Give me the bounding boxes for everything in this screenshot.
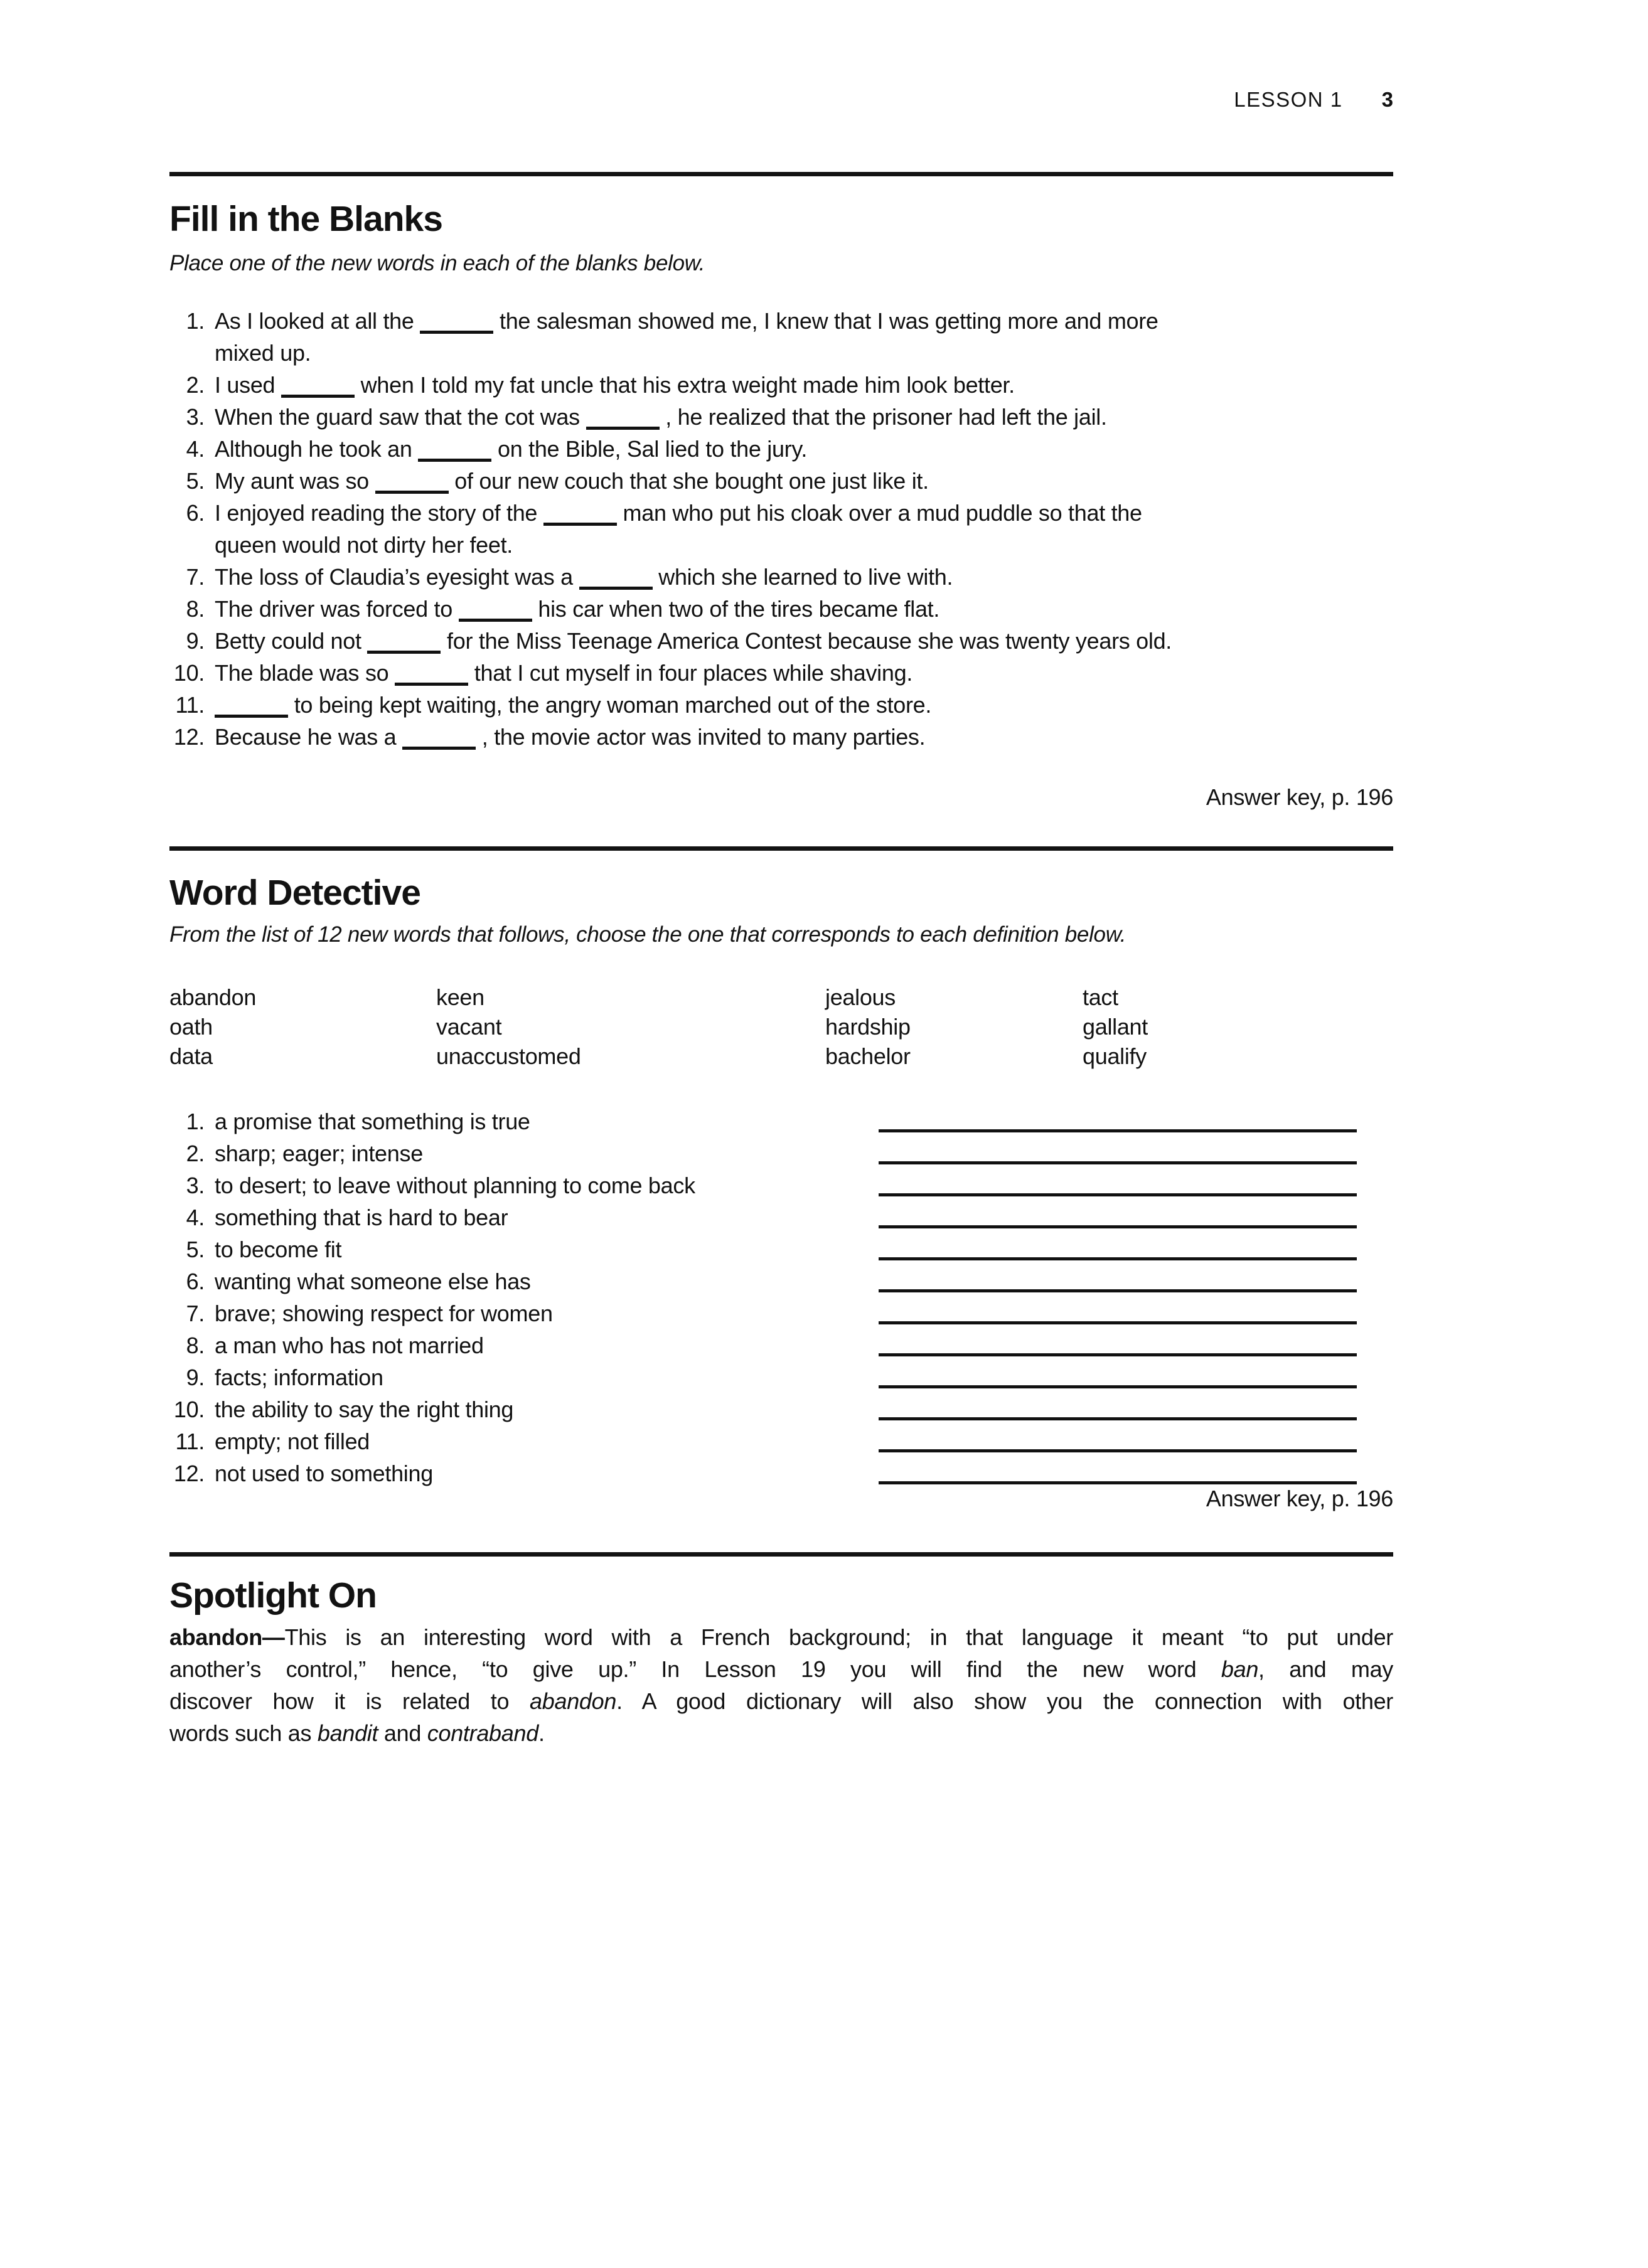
word-item: tact — [1083, 984, 1118, 1010]
spotlight-paragraph — [169, 1621, 1393, 1749]
text-segment: When the guard saw that the cot was — [215, 404, 586, 430]
text-segment: for the Miss Teenage America Contest because she was twenty years old. — [441, 628, 1172, 654]
definition-row — [169, 1297, 1393, 1329]
answer-line — [879, 1321, 1357, 1324]
lesson-label: LESSON 1 — [1234, 88, 1343, 111]
text-segment: ban — [1221, 1656, 1259, 1682]
item-number: 11. — [175, 692, 205, 718]
item-text — [215, 465, 1393, 497]
item-line — [215, 529, 1393, 561]
definition-text: to become fit — [215, 1237, 342, 1262]
text-segment: . — [538, 1720, 545, 1746]
definition-row — [169, 1425, 1393, 1457]
fill-blanks-answer-key: Answer key, p. 196 — [1206, 784, 1393, 810]
item-number: 3. — [186, 404, 205, 430]
text-segment: The blade was so — [215, 660, 395, 686]
answer-line — [879, 1257, 1357, 1260]
item-text — [215, 369, 1393, 401]
blank-line — [418, 452, 491, 462]
item-line — [215, 337, 1393, 369]
word-item: vacant — [436, 1014, 502, 1040]
word-item: oath — [169, 1014, 213, 1040]
text-segment: of our new couch that she bought one just like it. — [448, 468, 929, 494]
text-segment: As I looked at all the — [215, 308, 420, 334]
item-line — [215, 593, 1393, 625]
answer-line — [879, 1289, 1357, 1292]
definition-text: not used to something — [215, 1461, 433, 1486]
definition-text: brave; showing respect for women — [215, 1301, 553, 1326]
fill-item — [169, 497, 1393, 561]
answer-line — [879, 1225, 1357, 1228]
item-text — [215, 593, 1393, 625]
definition-row — [169, 1105, 1393, 1137]
blank-line — [579, 580, 653, 590]
text-segment: words such as — [169, 1720, 318, 1746]
blank-line — [543, 516, 617, 526]
item-number: 3. — [186, 1173, 205, 1198]
item-text — [215, 305, 1393, 369]
fill-item — [169, 401, 1393, 433]
definition-text: sharp; eager; intense — [215, 1141, 423, 1166]
text-segment: Although he took an — [215, 436, 419, 462]
blank-line — [402, 740, 476, 750]
fill-blanks-list — [169, 305, 1393, 753]
definition-row — [169, 1233, 1393, 1265]
item-text — [215, 433, 1393, 465]
fill-item — [169, 465, 1393, 497]
definition-text: to desert; to leave without planning to come back — [215, 1173, 695, 1198]
definition-text: something that is hard to bear — [215, 1205, 508, 1230]
fill-item — [169, 625, 1393, 657]
item-line — [215, 721, 1393, 753]
fill-blanks-instruction: Place one of the new words in each of the blanks below. — [169, 251, 705, 275]
item-number: 12. — [173, 724, 205, 750]
text-segment: the salesman showed me, I knew that I was getting more and more — [493, 308, 1158, 334]
text-segment: , the movie actor was invited to many parties. — [476, 724, 926, 750]
fill-blanks-title: Fill in the Blanks — [169, 199, 442, 239]
text-segment: another’s control,” hence, “to give up.” In Lesson 19 you will find the new word — [169, 1656, 1221, 1682]
answer-line — [879, 1449, 1357, 1452]
definition-row — [169, 1361, 1393, 1393]
definition-text: wanting what someone else has — [215, 1269, 531, 1294]
text-segment: abandon — [530, 1688, 617, 1714]
item-number: 4. — [186, 436, 205, 462]
item-number: 10. — [173, 1397, 205, 1422]
text-segment: contraband — [427, 1720, 538, 1746]
text-segment: queen would not dirty her feet. — [215, 532, 513, 558]
word-item: gallant — [1083, 1014, 1148, 1040]
text-segment: bandit — [317, 1720, 378, 1746]
word-item: data — [169, 1043, 213, 1069]
text-segment: discover how it is related to — [169, 1688, 530, 1714]
definition-row — [169, 1393, 1393, 1425]
item-text — [215, 625, 1393, 657]
definition-text: a man who has not married — [215, 1333, 484, 1358]
fill-item — [169, 561, 1393, 593]
blank-line — [586, 420, 660, 430]
item-number: 7. — [186, 1301, 205, 1326]
item-number: 9. — [186, 628, 205, 654]
item-number: 1. — [186, 308, 205, 334]
text-segment: that I cut myself in four places while shaving. — [468, 660, 913, 686]
paragraph-line — [169, 1685, 1393, 1717]
item-number: 1. — [186, 1109, 205, 1134]
item-number: 8. — [186, 1333, 205, 1358]
text-segment: The loss of Claudia’s eyesight was a — [215, 564, 579, 590]
text-segment: mixed up. — [215, 340, 311, 366]
fill-item — [169, 721, 1393, 753]
word-item: jealous — [825, 984, 896, 1010]
text-segment: , and may — [1258, 1656, 1393, 1682]
text-segment: This is an interesting word with a French background; in that language it meant “to put under — [284, 1624, 1393, 1650]
item-number: 10. — [173, 660, 205, 686]
item-number: 5. — [186, 468, 205, 494]
paragraph-line — [169, 1717, 1393, 1749]
text-segment: man who put his cloak over a mud puddle so that the — [616, 500, 1142, 526]
text-segment: and — [378, 1720, 427, 1746]
answer-line — [879, 1161, 1357, 1164]
fill-item — [169, 593, 1393, 625]
item-line — [215, 657, 1393, 689]
text-segment: his car when two of the tires became flat. — [532, 596, 940, 622]
answer-line — [879, 1353, 1357, 1356]
word-item: unaccustomed — [436, 1043, 581, 1069]
blank-line — [367, 644, 441, 654]
text-segment: My aunt was so — [215, 468, 375, 494]
word-list — [169, 982, 1393, 1071]
word-detective-answer-key: Answer key, p. 196 — [1206, 1486, 1393, 1511]
word-detective-title: Word Detective — [169, 873, 420, 913]
word-item: keen — [436, 984, 484, 1010]
item-line — [215, 305, 1393, 337]
item-number: 11. — [175, 1429, 205, 1454]
paragraph-line — [169, 1621, 1393, 1653]
fill-item — [169, 305, 1393, 369]
item-line — [215, 369, 1393, 401]
definition-row — [169, 1329, 1393, 1361]
definition-text: empty; not filled — [215, 1429, 370, 1454]
text-segment: The driver was forced to — [215, 596, 459, 622]
text-segment: . A good dictionary will also show you the connection with other — [616, 1688, 1393, 1714]
answer-line — [879, 1129, 1357, 1132]
text-segment: abandon— — [169, 1624, 285, 1650]
item-number: 2. — [186, 1141, 205, 1166]
definition-row — [169, 1169, 1393, 1201]
text-segment: Betty could not — [215, 628, 368, 654]
fill-item — [169, 369, 1393, 401]
item-text — [215, 401, 1393, 433]
word-item: abandon — [169, 984, 257, 1010]
blank-line — [420, 324, 493, 334]
definition-row — [169, 1265, 1393, 1297]
page-number: 3 — [1381, 88, 1393, 111]
text-segment: when I told my fat uncle that his extra weight made him look better. — [354, 372, 1015, 398]
item-number: 8. — [186, 596, 205, 622]
text-segment: to being kept waiting, the angry woman marched out of the store. — [288, 692, 932, 718]
answer-line — [879, 1193, 1357, 1196]
fill-item — [169, 433, 1393, 465]
answer-line — [879, 1417, 1357, 1420]
section-divider — [169, 1552, 1393, 1557]
word-item: qualify — [1083, 1043, 1147, 1069]
item-number: 7. — [186, 564, 205, 590]
text-segment: I used — [215, 372, 281, 398]
item-text — [215, 721, 1393, 753]
page-header — [169, 88, 1393, 112]
item-line — [215, 465, 1393, 497]
item-line — [215, 497, 1393, 529]
word-detective-instruction: From the list of 12 new words that follows, choose the one that corresponds to each definition below. — [169, 922, 1126, 947]
text-segment: Because he was a — [215, 724, 403, 750]
item-line — [215, 561, 1393, 593]
blank-line — [215, 708, 288, 718]
blank-line — [375, 484, 449, 494]
item-text — [215, 561, 1393, 593]
item-text — [215, 497, 1393, 561]
spotlight-title: Spotlight On — [169, 1575, 377, 1616]
item-number: 2. — [186, 372, 205, 398]
section-divider — [169, 172, 1393, 176]
item-number: 5. — [186, 1237, 205, 1262]
item-text — [215, 657, 1393, 689]
answer-line — [879, 1481, 1357, 1484]
fill-item — [169, 657, 1393, 689]
item-number: 9. — [186, 1365, 205, 1390]
definition-text: a promise that something is true — [215, 1109, 530, 1134]
text-segment: on the Bible, Sal lied to the jury. — [491, 436, 808, 462]
definition-row — [169, 1137, 1393, 1169]
word-item: bachelor — [825, 1043, 911, 1069]
item-line — [215, 401, 1393, 433]
definition-row — [169, 1201, 1393, 1233]
answer-line — [879, 1385, 1357, 1388]
paragraph-line — [169, 1653, 1393, 1685]
item-line — [215, 625, 1393, 657]
item-number: 4. — [186, 1205, 205, 1230]
item-line — [215, 689, 1393, 721]
section-divider — [169, 846, 1393, 851]
item-line — [215, 433, 1393, 465]
blank-line — [281, 388, 355, 398]
blank-line — [395, 676, 468, 686]
fill-item — [169, 689, 1393, 721]
item-number: 6. — [186, 500, 205, 526]
item-number: 12. — [173, 1461, 205, 1486]
text-segment: which she learned to live with. — [652, 564, 953, 590]
definition-row — [169, 1457, 1393, 1489]
word-item: hardship — [825, 1014, 911, 1040]
definition-text: facts; information — [215, 1365, 383, 1390]
definition-text: the ability to say the right thing — [215, 1397, 514, 1422]
text-segment: I enjoyed reading the story of the — [215, 500, 543, 526]
item-number: 6. — [186, 1269, 205, 1294]
item-text — [215, 689, 1393, 721]
definitions-list — [169, 1105, 1393, 1489]
text-segment: , he realized that the prisoner had left the jail. — [659, 404, 1107, 430]
blank-line — [459, 612, 532, 622]
